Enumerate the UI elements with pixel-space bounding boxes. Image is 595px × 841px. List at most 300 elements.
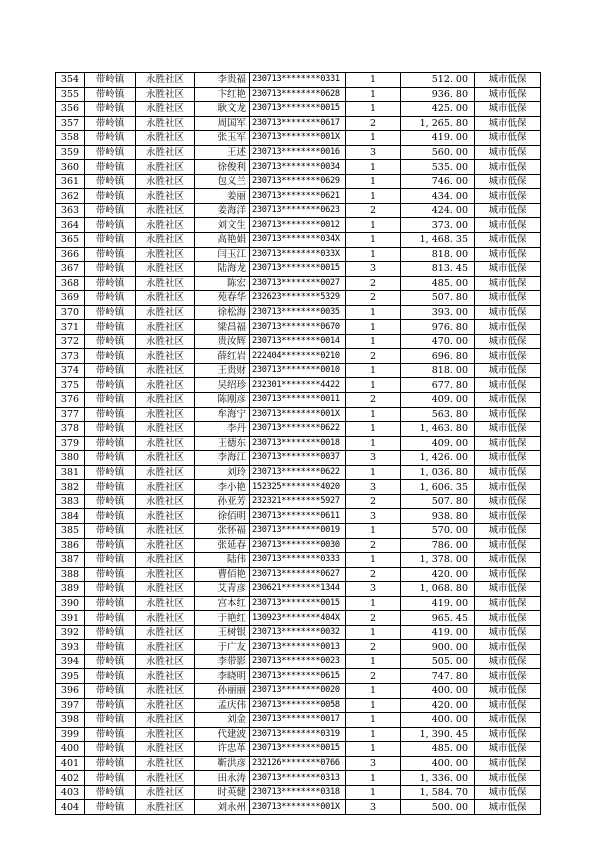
household-size-cell: 3 [346, 582, 401, 597]
row-number-cell: 373 [56, 349, 85, 364]
name-cell: 耿文龙 [195, 102, 250, 117]
town-cell: 带岭镇 [85, 538, 136, 553]
household-size-cell: 2 [346, 611, 401, 626]
table-row [56, 291, 541, 306]
id-number-cell: 232301********4422 [250, 378, 346, 393]
row-number-cell: 370 [56, 305, 85, 320]
name-cell: 田永涛 [195, 771, 250, 786]
table-row [56, 494, 541, 509]
id-number-cell: 230713********0319 [250, 727, 346, 742]
row-number-cell: 384 [56, 509, 85, 524]
community-cell: 永胜社区 [136, 203, 195, 218]
id-number-cell: 230713********0013 [250, 640, 346, 655]
row-number-cell: 392 [56, 625, 85, 640]
row-number-cell: 394 [56, 654, 85, 669]
household-size-cell: 2 [346, 349, 401, 364]
id-number-cell: 230713********0015 [250, 742, 346, 757]
table-row [56, 553, 541, 568]
category-cell: 城市低保 [475, 276, 541, 291]
community-cell: 永胜社区 [136, 640, 195, 655]
town-cell: 带岭镇 [85, 233, 136, 248]
amount-cell: 563. 80 [401, 407, 475, 422]
amount-cell: 818. 00 [401, 247, 475, 262]
name-cell: 陆伟 [195, 553, 250, 568]
town-cell: 带岭镇 [85, 247, 136, 262]
community-cell: 永胜社区 [136, 87, 195, 102]
household-size-cell: 1 [346, 465, 401, 480]
id-number-cell: 230713********0017 [250, 713, 346, 728]
name-cell: 包义兰 [195, 174, 250, 189]
name-cell: 陈刚彦 [195, 393, 250, 408]
amount-cell: 1, 068. 80 [401, 582, 475, 597]
row-number-cell: 371 [56, 320, 85, 335]
name-cell: 宫本红 [195, 596, 250, 611]
category-cell: 城市低保 [475, 625, 541, 640]
category-cell: 城市低保 [475, 203, 541, 218]
household-size-cell: 2 [346, 567, 401, 582]
row-number-cell: 388 [56, 567, 85, 582]
town-cell: 带岭镇 [85, 422, 136, 437]
name-cell: 薛红岩 [195, 349, 250, 364]
household-size-cell: 2 [346, 291, 401, 306]
table-row [56, 654, 541, 669]
name-cell: 曹佰艳 [195, 567, 250, 582]
community-cell: 永胜社区 [136, 698, 195, 713]
id-number-cell: 230713********0622 [250, 422, 346, 437]
community-cell: 永胜社区 [136, 262, 195, 277]
name-cell: 刘金 [195, 713, 250, 728]
town-cell: 带岭镇 [85, 567, 136, 582]
id-number-cell: 230713********0011 [250, 393, 346, 408]
row-number-cell: 379 [56, 436, 85, 451]
name-cell: 代建波 [195, 727, 250, 742]
amount-cell: 485. 00 [401, 742, 475, 757]
row-number-cell: 372 [56, 334, 85, 349]
community-cell: 永胜社区 [136, 742, 195, 757]
id-number-cell: 230713********001X [250, 131, 346, 146]
town-cell: 带岭镇 [85, 654, 136, 669]
id-number-cell: 230713********0623 [250, 203, 346, 218]
id-number-cell: 230713********0622 [250, 465, 346, 480]
town-cell: 带岭镇 [85, 582, 136, 597]
category-cell: 城市低保 [475, 553, 541, 568]
town-cell: 带岭镇 [85, 407, 136, 422]
category-cell: 城市低保 [475, 611, 541, 626]
amount-cell: 747. 80 [401, 669, 475, 684]
town-cell: 带岭镇 [85, 625, 136, 640]
category-cell: 城市低保 [475, 698, 541, 713]
category-cell: 城市低保 [475, 145, 541, 160]
row-number-cell: 375 [56, 378, 85, 393]
name-cell: 于艳红 [195, 611, 250, 626]
id-number-cell: 230713********0012 [250, 218, 346, 233]
id-number-cell: 230621********1344 [250, 582, 346, 597]
name-cell: 艾青彦 [195, 582, 250, 597]
id-number-cell: 230713********0333 [250, 553, 346, 568]
community-cell: 永胜社区 [136, 436, 195, 451]
table-body [56, 73, 541, 815]
id-number-cell: 230713********0615 [250, 669, 346, 684]
amount-cell: 746. 00 [401, 174, 475, 189]
community-cell: 永胜社区 [136, 800, 195, 815]
amount-cell: 505. 00 [401, 654, 475, 669]
community-cell: 永胜社区 [136, 116, 195, 131]
household-size-cell: 1 [346, 742, 401, 757]
community-cell: 永胜社区 [136, 625, 195, 640]
row-number-cell: 360 [56, 160, 85, 175]
town-cell: 带岭镇 [85, 494, 136, 509]
table-row [56, 611, 541, 626]
table-row [56, 567, 541, 582]
category-cell: 城市低保 [475, 131, 541, 146]
household-size-cell: 1 [346, 407, 401, 422]
id-number-cell: 230713********033X [250, 247, 346, 262]
category-cell: 城市低保 [475, 247, 541, 262]
community-cell: 永胜社区 [136, 363, 195, 378]
amount-cell: 409. 00 [401, 436, 475, 451]
amount-cell: 1, 336. 00 [401, 771, 475, 786]
row-number-cell: 359 [56, 145, 85, 160]
id-number-cell: 230713********0617 [250, 116, 346, 131]
table-row [56, 480, 541, 495]
amount-cell: 425. 00 [401, 102, 475, 117]
community-cell: 永胜社区 [136, 218, 195, 233]
town-cell: 带岭镇 [85, 145, 136, 160]
town-cell: 带岭镇 [85, 203, 136, 218]
town-cell: 带岭镇 [85, 596, 136, 611]
category-cell: 城市低保 [475, 683, 541, 698]
category-cell: 城市低保 [475, 160, 541, 175]
household-size-cell: 1 [346, 698, 401, 713]
category-cell: 城市低保 [475, 494, 541, 509]
amount-cell: 420. 00 [401, 567, 475, 582]
household-size-cell: 1 [346, 174, 401, 189]
table-row [56, 742, 541, 757]
table-row [56, 785, 541, 800]
category-cell: 城市低保 [475, 654, 541, 669]
amount-cell: 512. 00 [401, 73, 475, 88]
household-size-cell: 2 [346, 203, 401, 218]
community-cell: 永胜社区 [136, 494, 195, 509]
amount-cell: 1, 426. 00 [401, 451, 475, 466]
name-cell: 王树银 [195, 625, 250, 640]
category-cell: 城市低保 [475, 378, 541, 393]
category-cell: 城市低保 [475, 771, 541, 786]
name-cell: 王贵财 [195, 363, 250, 378]
community-cell: 永胜社区 [136, 611, 195, 626]
id-number-cell: 230713********0015 [250, 102, 346, 117]
category-cell: 城市低保 [475, 451, 541, 466]
row-number-cell: 361 [56, 174, 85, 189]
name-cell: 徐松海 [195, 305, 250, 320]
amount-cell: 1, 584. 70 [401, 785, 475, 800]
table-row [56, 320, 541, 335]
community-cell: 永胜社区 [136, 320, 195, 335]
amount-cell: 976. 80 [401, 320, 475, 335]
category-cell: 城市低保 [475, 756, 541, 771]
category-cell: 城市低保 [475, 785, 541, 800]
table-row [56, 116, 541, 131]
amount-cell: 400. 00 [401, 756, 475, 771]
category-cell: 城市低保 [475, 596, 541, 611]
household-size-cell: 2 [346, 669, 401, 684]
household-size-cell: 3 [346, 800, 401, 815]
town-cell: 带岭镇 [85, 436, 136, 451]
category-cell: 城市低保 [475, 436, 541, 451]
community-cell: 永胜社区 [136, 683, 195, 698]
community-cell: 永胜社区 [136, 727, 195, 742]
row-number-cell: 376 [56, 393, 85, 408]
household-size-cell: 1 [346, 363, 401, 378]
row-number-cell: 363 [56, 203, 85, 218]
row-number-cell: 397 [56, 698, 85, 713]
row-number-cell: 390 [56, 596, 85, 611]
id-number-cell: 230713********0037 [250, 451, 346, 466]
town-cell: 带岭镇 [85, 698, 136, 713]
row-number-cell: 368 [56, 276, 85, 291]
row-number-cell: 383 [56, 494, 85, 509]
category-cell: 城市低保 [475, 116, 541, 131]
table-row [56, 683, 541, 698]
row-number-cell: 354 [56, 73, 85, 88]
household-size-cell: 1 [346, 73, 401, 88]
household-size-cell: 1 [346, 553, 401, 568]
town-cell: 带岭镇 [85, 116, 136, 131]
household-size-cell: 1 [346, 305, 401, 320]
row-number-cell: 391 [56, 611, 85, 626]
town-cell: 带岭镇 [85, 393, 136, 408]
household-size-cell: 1 [346, 320, 401, 335]
community-cell: 永胜社区 [136, 422, 195, 437]
town-cell: 带岭镇 [85, 291, 136, 306]
id-number-cell: 230713********0611 [250, 509, 346, 524]
community-cell: 永胜社区 [136, 160, 195, 175]
category-cell: 城市低保 [475, 582, 541, 597]
town-cell: 带岭镇 [85, 523, 136, 538]
id-number-cell: 232321********5927 [250, 494, 346, 509]
welfare-recipient-table [55, 72, 541, 815]
town-cell: 带岭镇 [85, 174, 136, 189]
amount-cell: 1, 378. 00 [401, 553, 475, 568]
amount-cell: 419. 00 [401, 625, 475, 640]
amount-cell: 1, 390. 45 [401, 727, 475, 742]
table-row [56, 669, 541, 684]
category-cell: 城市低保 [475, 334, 541, 349]
town-cell: 带岭镇 [85, 451, 136, 466]
table-row [56, 727, 541, 742]
town-cell: 带岭镇 [85, 727, 136, 742]
community-cell: 永胜社区 [136, 407, 195, 422]
category-cell: 城市低保 [475, 174, 541, 189]
table-row [56, 247, 541, 262]
household-size-cell: 1 [346, 334, 401, 349]
id-number-cell: 230713********0628 [250, 87, 346, 102]
town-cell: 带岭镇 [85, 262, 136, 277]
household-size-cell: 1 [346, 189, 401, 204]
amount-cell: 535. 00 [401, 160, 475, 175]
name-cell: 刘永州 [195, 800, 250, 815]
table-row [56, 800, 541, 815]
category-cell: 城市低保 [475, 727, 541, 742]
category-cell: 城市低保 [475, 742, 541, 757]
row-number-cell: 389 [56, 582, 85, 597]
community-cell: 永胜社区 [136, 145, 195, 160]
amount-cell: 1, 036. 80 [401, 465, 475, 480]
row-number-cell: 396 [56, 683, 85, 698]
table-row [56, 378, 541, 393]
id-number-cell: 230713********0015 [250, 596, 346, 611]
town-cell: 带岭镇 [85, 669, 136, 684]
town-cell: 带岭镇 [85, 218, 136, 233]
community-cell: 永胜社区 [136, 305, 195, 320]
amount-cell: 786. 00 [401, 538, 475, 553]
town-cell: 带岭镇 [85, 363, 136, 378]
amount-cell: 424. 00 [401, 203, 475, 218]
town-cell: 带岭镇 [85, 713, 136, 728]
town-cell: 带岭镇 [85, 553, 136, 568]
table-row [56, 698, 541, 713]
amount-cell: 434. 00 [401, 189, 475, 204]
amount-cell: 900. 00 [401, 640, 475, 655]
community-cell: 永胜社区 [136, 582, 195, 597]
table-row [56, 451, 541, 466]
table-row [56, 102, 541, 117]
id-number-cell: 230713********0015 [250, 262, 346, 277]
id-number-cell: 230713********0331 [250, 73, 346, 88]
table-row [56, 349, 541, 364]
row-number-cell: 358 [56, 131, 85, 146]
id-number-cell: 230713********0010 [250, 363, 346, 378]
row-number-cell: 377 [56, 407, 85, 422]
household-size-cell: 1 [346, 683, 401, 698]
town-cell: 带岭镇 [85, 611, 136, 626]
table-row [56, 465, 541, 480]
household-size-cell: 2 [346, 393, 401, 408]
row-number-cell: 365 [56, 233, 85, 248]
table-row [56, 131, 541, 146]
community-cell: 永胜社区 [136, 523, 195, 538]
household-size-cell: 3 [346, 262, 401, 277]
category-cell: 城市低保 [475, 422, 541, 437]
amount-cell: 400. 00 [401, 683, 475, 698]
amount-cell: 393. 00 [401, 305, 475, 320]
amount-cell: 570. 00 [401, 523, 475, 538]
table-row [56, 334, 541, 349]
name-cell: 姜海洋 [195, 203, 250, 218]
town-cell: 带岭镇 [85, 102, 136, 117]
row-number-cell: 401 [56, 756, 85, 771]
row-number-cell: 374 [56, 363, 85, 378]
town-cell: 带岭镇 [85, 131, 136, 146]
row-number-cell: 385 [56, 523, 85, 538]
row-number-cell: 362 [56, 189, 85, 204]
id-number-cell: 230713********034X [250, 233, 346, 248]
name-cell: 苑春华 [195, 291, 250, 306]
name-cell: 姜丽 [195, 189, 250, 204]
household-size-cell: 1 [346, 436, 401, 451]
household-size-cell: 1 [346, 233, 401, 248]
id-number-cell: 230713********0670 [250, 320, 346, 335]
name-cell: 时英健 [195, 785, 250, 800]
town-cell: 带岭镇 [85, 189, 136, 204]
household-size-cell: 3 [346, 451, 401, 466]
row-number-cell: 367 [56, 262, 85, 277]
community-cell: 永胜社区 [136, 233, 195, 248]
town-cell: 带岭镇 [85, 465, 136, 480]
community-cell: 永胜社区 [136, 771, 195, 786]
category-cell: 城市低保 [475, 800, 541, 815]
household-size-cell: 1 [346, 771, 401, 786]
community-cell: 永胜社区 [136, 785, 195, 800]
category-cell: 城市低保 [475, 465, 541, 480]
row-number-cell: 380 [56, 451, 85, 466]
row-number-cell: 378 [56, 422, 85, 437]
town-cell: 带岭镇 [85, 800, 136, 815]
table-row [56, 436, 541, 451]
category-cell: 城市低保 [475, 713, 541, 728]
id-number-cell: 230713********001X [250, 800, 346, 815]
community-cell: 永胜社区 [136, 465, 195, 480]
amount-cell: 470. 00 [401, 334, 475, 349]
amount-cell: 938. 80 [401, 509, 475, 524]
category-cell: 城市低保 [475, 87, 541, 102]
town-cell: 带岭镇 [85, 683, 136, 698]
community-cell: 永胜社区 [136, 596, 195, 611]
name-cell: 刘文生 [195, 218, 250, 233]
household-size-cell: 1 [346, 422, 401, 437]
id-number-cell: 230713********0058 [250, 698, 346, 713]
id-number-cell: 232623********5329 [250, 291, 346, 306]
id-number-cell: 230713********0313 [250, 771, 346, 786]
amount-cell: 507. 80 [401, 494, 475, 509]
table-row [56, 625, 541, 640]
household-size-cell: 1 [346, 625, 401, 640]
name-cell: 李小艳 [195, 480, 250, 495]
town-cell: 带岭镇 [85, 305, 136, 320]
id-number-cell: 230713********0023 [250, 654, 346, 669]
table-row [56, 189, 541, 204]
table-row [56, 407, 541, 422]
table-row [56, 713, 541, 728]
table-row [56, 422, 541, 437]
town-cell: 带岭镇 [85, 480, 136, 495]
community-cell: 永胜社区 [136, 349, 195, 364]
community-cell: 永胜社区 [136, 131, 195, 146]
household-size-cell: 1 [346, 160, 401, 175]
id-number-cell: 152325********4020 [250, 480, 346, 495]
id-number-cell: 230713********0027 [250, 276, 346, 291]
community-cell: 永胜社区 [136, 276, 195, 291]
table-row [56, 771, 541, 786]
town-cell: 带岭镇 [85, 160, 136, 175]
community-cell: 永胜社区 [136, 509, 195, 524]
table-row [56, 174, 541, 189]
category-cell: 城市低保 [475, 73, 541, 88]
name-cell: 靳洪彦 [195, 756, 250, 771]
id-number-cell: 230713********0019 [250, 523, 346, 538]
table-row [56, 523, 541, 538]
name-cell: 刘玲 [195, 465, 250, 480]
name-cell: 孙丽丽 [195, 683, 250, 698]
id-number-cell: 230713********0627 [250, 567, 346, 582]
category-cell: 城市低保 [475, 538, 541, 553]
id-number-cell: 230713********0016 [250, 145, 346, 160]
row-number-cell: 395 [56, 669, 85, 684]
category-cell: 城市低保 [475, 480, 541, 495]
community-cell: 永胜社区 [136, 713, 195, 728]
community-cell: 永胜社区 [136, 247, 195, 262]
category-cell: 城市低保 [475, 349, 541, 364]
